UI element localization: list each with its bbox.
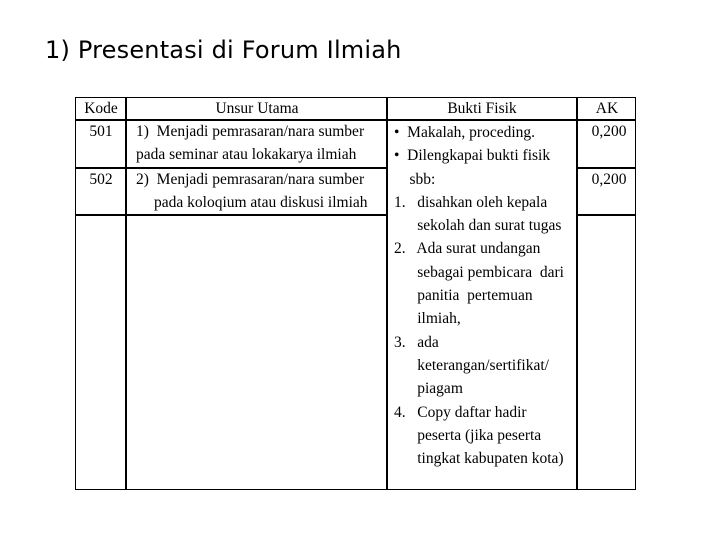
bukti-line: panitia pertemuan xyxy=(394,287,533,305)
row-502-unsur-line1: 2) Menjadi pemrasaran/nara sumber xyxy=(136,171,365,188)
row-501-ak: 0,200 xyxy=(591,123,627,140)
criteria-table xyxy=(75,97,636,490)
bukti-line: 4. Copy daftar hadir xyxy=(394,403,527,421)
column-divider xyxy=(576,98,578,489)
bukti-line: • Dilengkapai bukti fisik xyxy=(394,147,551,165)
row-502-kode: 502 xyxy=(89,171,113,188)
bukti-line: sebagai pembicara dari xyxy=(394,263,564,281)
bukti-line: tingkat kabupaten kota) xyxy=(394,450,564,468)
bukti-line: ilmiah, xyxy=(394,310,461,328)
bukti-fisik-list xyxy=(394,122,576,471)
row-501-kode: 501 xyxy=(89,123,113,140)
bukti-line: 2. Ada surat undangan xyxy=(394,240,541,258)
bukti-line: • Makalah, proceding. xyxy=(394,124,536,141)
row-divider xyxy=(576,214,635,216)
bukti-line: piagam xyxy=(394,380,463,398)
row-502-unsur-line2: pada koloqium atau diskusi ilmiah xyxy=(154,194,368,211)
column-divider xyxy=(125,98,127,489)
header-kode: Kode xyxy=(84,100,118,117)
bukti-line: keterangan/sertifikat/ xyxy=(394,356,549,374)
header-ak: AK xyxy=(595,100,619,117)
row-502-ak: 0,200 xyxy=(591,171,627,188)
slide-title: 1) Presentasi di Forum Ilmiah xyxy=(45,36,402,64)
bukti-line: sbb: xyxy=(394,170,436,188)
bukti-line: 3. ada xyxy=(394,333,439,351)
bukti-line: 1. disahkan oleh kepala xyxy=(394,193,548,211)
bukti-line: peserta (jika peserta xyxy=(394,426,542,444)
row-501-unsur-line1: 1) Menjadi pemrasaran/nara sumber xyxy=(136,123,365,140)
header-bukti-fisik: Bukti Fisik xyxy=(447,100,517,117)
column-divider xyxy=(386,98,388,489)
bukti-line: sekolah dan surat tugas xyxy=(394,217,562,235)
row-501-unsur-line2: pada seminar atau lokakarya ilmiah xyxy=(136,146,357,163)
header-unsur-utama: Unsur Utama xyxy=(215,100,299,117)
